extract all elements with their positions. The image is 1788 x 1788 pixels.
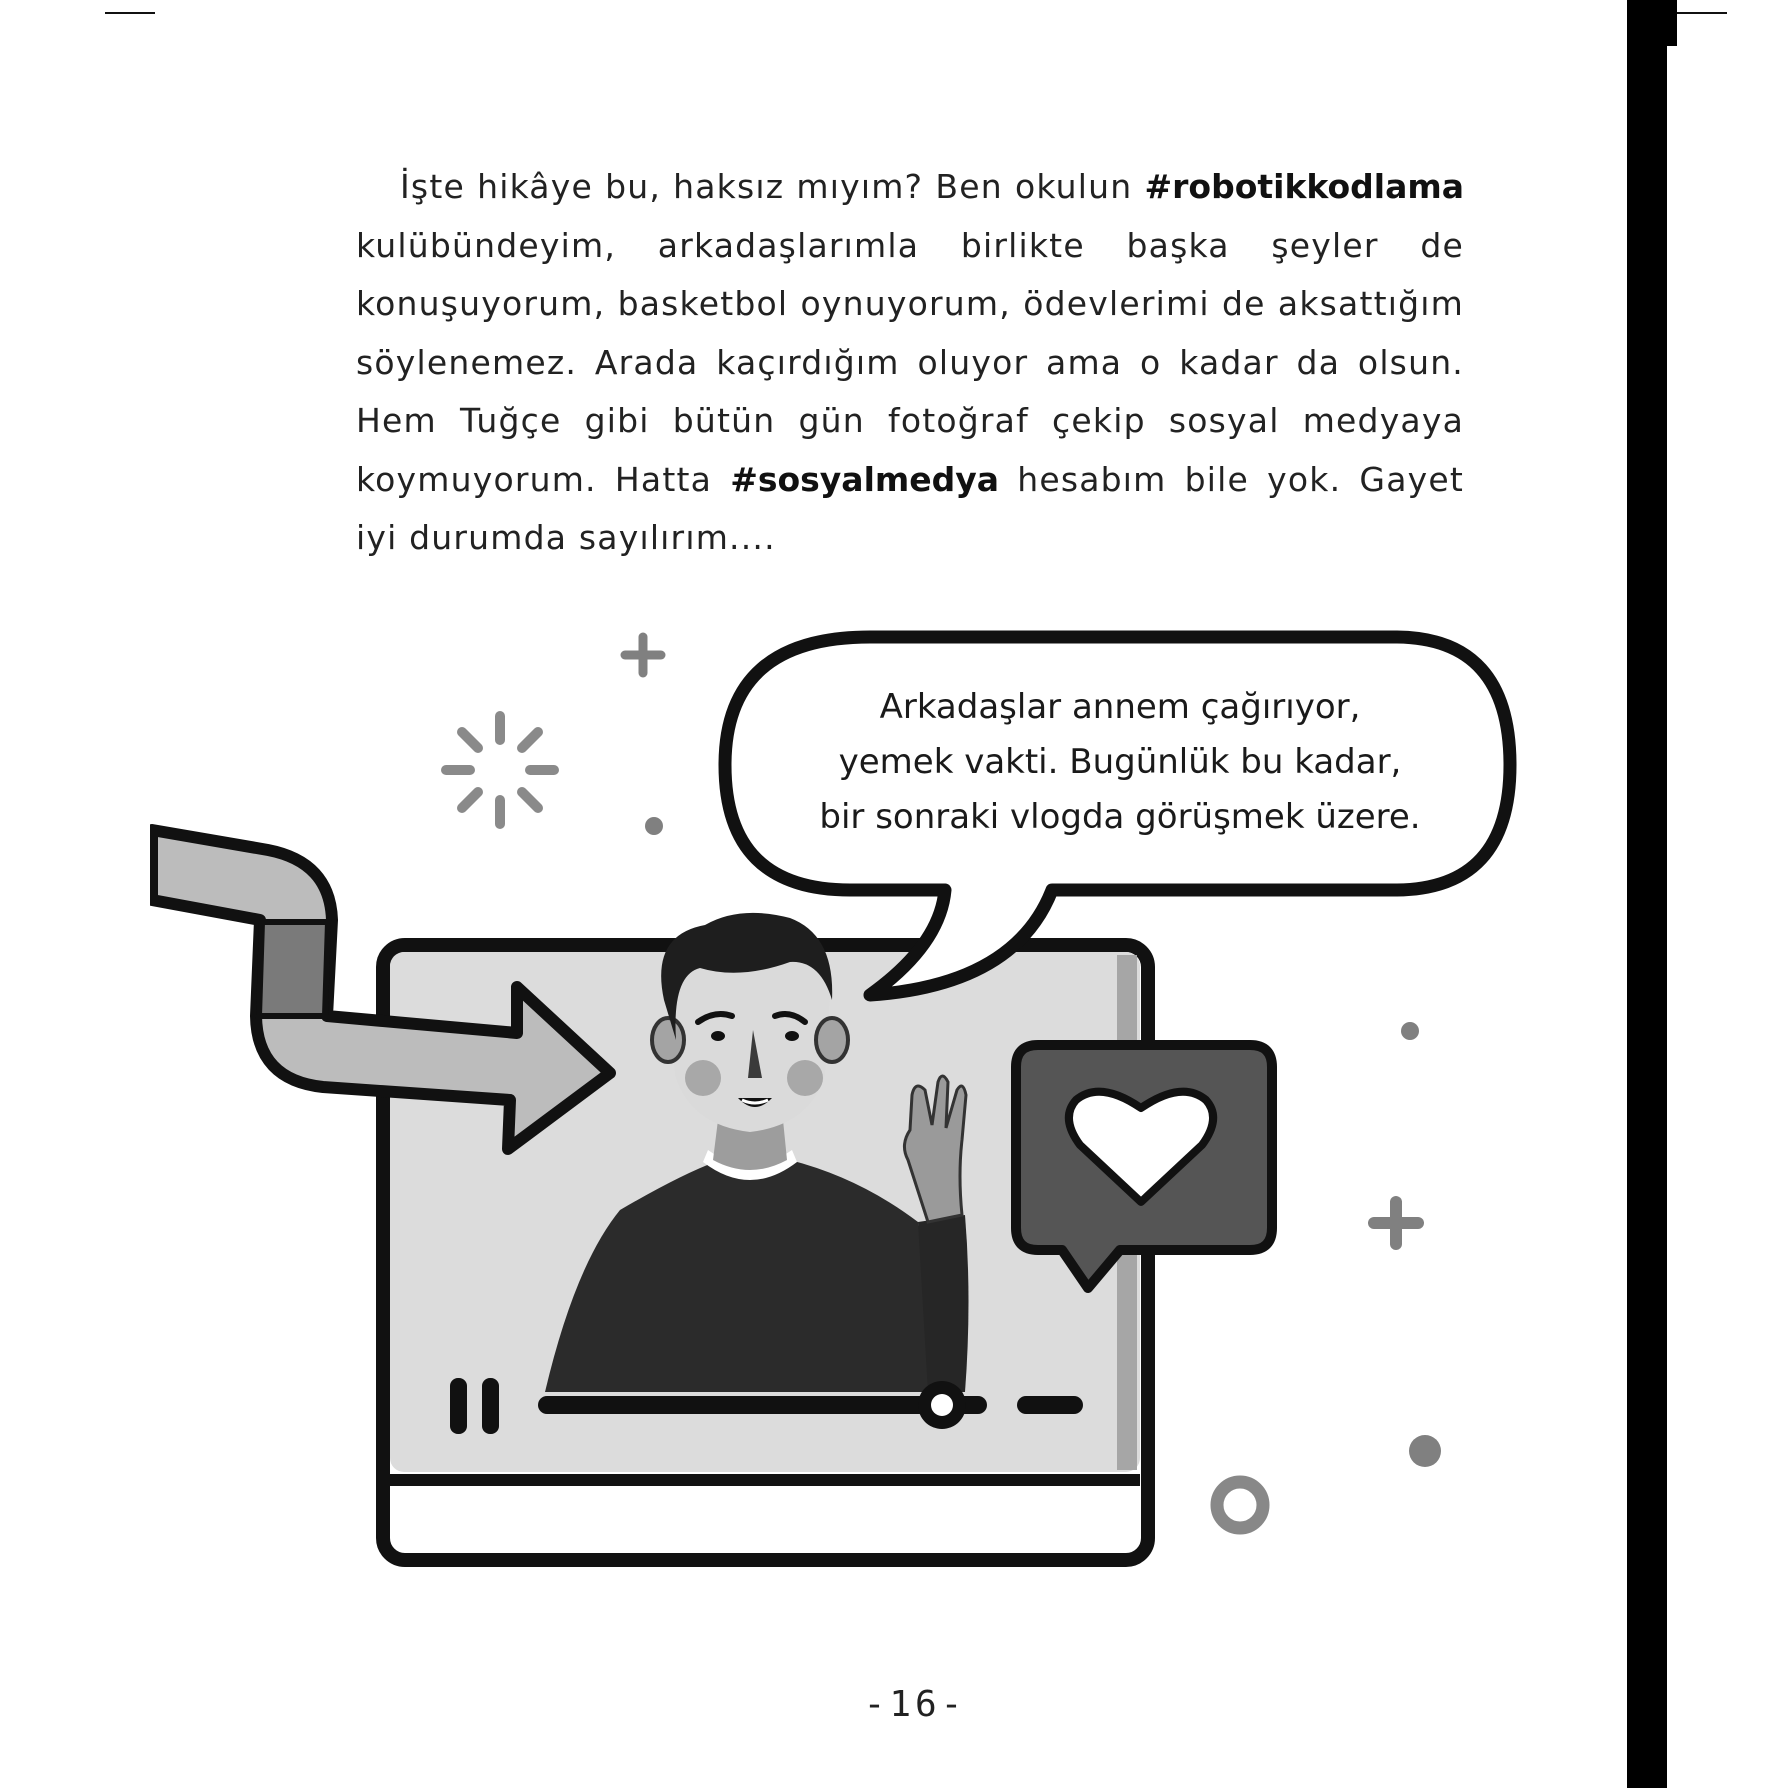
hashtag-robotikkodlama: #robotikkodlama [1144, 167, 1464, 206]
speech-line-1: Arkadaşlar annem çağırıyor, [879, 687, 1361, 727]
body-paragraph [356, 158, 1464, 568]
plus-icon [625, 637, 661, 673]
page-spine-notch [1667, 0, 1677, 46]
dot-icon-right-top [1401, 1022, 1419, 1040]
speech-line-2: yemek vakti. Bugünlük bu kadar, [838, 742, 1402, 782]
dot-icon-right-bottom [1409, 1435, 1441, 1467]
page-number: -16- [863, 1684, 967, 1725]
page-spine [1627, 0, 1667, 1788]
speech-bubble-text [760, 680, 1480, 845]
pause-icon[interactable] [450, 1378, 467, 1434]
paragraph-text-1: İşte hikâye bu, haksız mıyım? Ben okulun [400, 167, 1145, 206]
paragraph-text-2: kulübündeyim, arkadaşlarımla birlikte başka şeyler de konuşuyorum, basketbol oynuyorum, ödevlerimi de aksattığım söylenemez. Arada kaçırdığım oluyor ama o kadar da olsun. Hem Tuğçe gibi bütün gün fotoğraf çekip sosyal medyaya koymuyorum. Hatta [356, 225, 1464, 499]
plus-icon-right [1374, 1202, 1418, 1244]
paragraph-text-3: hesabım bile yok. Gayet iyi durumda sayılırım.... [356, 459, 1464, 557]
crop-mark-left [105, 12, 155, 14]
dot-icon [645, 817, 663, 835]
ring-icon [1217, 1482, 1263, 1528]
speech-line-3: bir sonraki vlogda görüşmek üzere. [819, 797, 1421, 837]
crop-mark-right [1673, 12, 1727, 14]
loading-spinner-icon [446, 716, 554, 824]
heart-notification [1016, 1045, 1272, 1288]
hashtag-sosyalmedya: #sosyalmedya [730, 459, 1000, 499]
paragraph-content [356, 158, 1464, 568]
